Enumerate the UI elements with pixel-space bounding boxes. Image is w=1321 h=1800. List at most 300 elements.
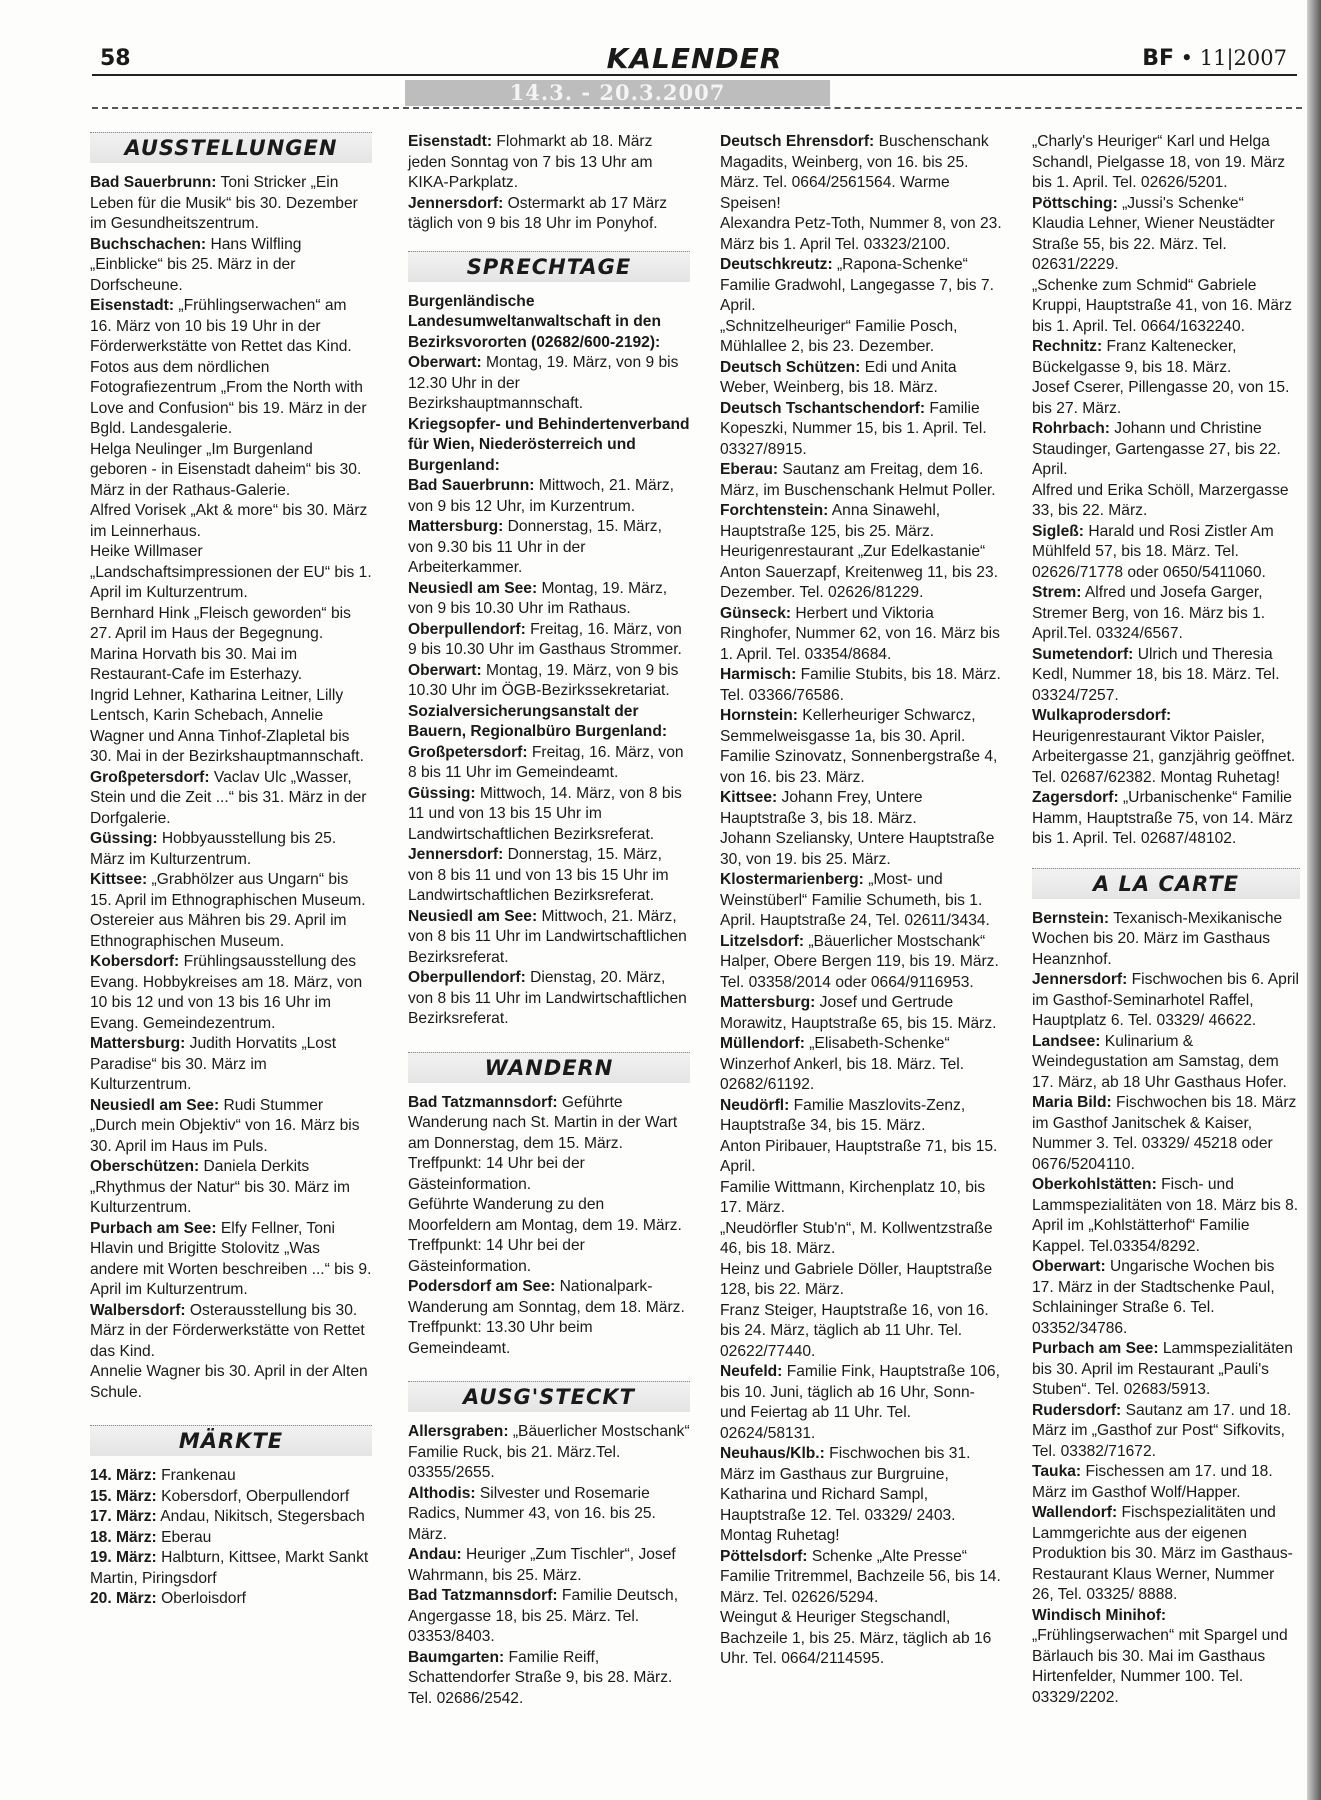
- entry-place: Kobersdorf:: [90, 953, 180, 970]
- calendar-entry: [720, 358, 1002, 399]
- calendar-entry: [720, 706, 1002, 747]
- entry-text: „Grabhölzer aus Ungarn“ bis 15. April im Ethnographischen Museum.: [90, 871, 366, 909]
- entry-place: Neusiedl am See:: [90, 1096, 220, 1114]
- entry-text: Johann Frey, Untere Hauptstraße 3, bis 18. März.: [720, 789, 923, 827]
- calendar-entry: [720, 604, 1002, 666]
- entry-text: „Elisabeth-Schenke“ Winzerhof Ankerl, bis 18. März. Tel. 02682/61192.: [720, 1035, 965, 1093]
- entry-place: 17. März:: [90, 1508, 157, 1525]
- section-heading-wandern: WANDERN: [408, 1052, 690, 1083]
- entry-place: Jennersdorf:: [408, 846, 504, 863]
- calendar-entry: [1032, 706, 1300, 788]
- calendar-entry: [408, 968, 690, 1030]
- entry-place: Jennersdorf:: [408, 194, 504, 212]
- entry-text: Silvester und Rosemarie Radics, Nummer 43, von 16. bis 25. März.: [408, 1484, 656, 1543]
- entry-text: Heuriger „Zum Tischler“, Josef Wahrmann, bis 25. März.: [408, 1546, 676, 1584]
- entry-text: Weingut & Heuriger Stegschandl, Bachzeile 1, bis 25. März, täglich ab 16 Uhr. Tel. 0664/2114595.: [720, 1609, 992, 1667]
- calendar-entry: [90, 235, 372, 297]
- calendar-entry: [408, 784, 690, 846]
- entry-place: Wulkaprodersdorf:: [1032, 707, 1172, 724]
- entry-text: Josef und Gertrude Morawitz, Hauptstraße 65, bis 15. März.: [720, 994, 997, 1032]
- entry-text: „Jussi's Schenke“ Klaudia Lehner, Wiener Neustädter Straße 55, bis 22. März. Tel. 02631/2229.: [1032, 194, 1275, 273]
- calendar-entry: [720, 1301, 1002, 1363]
- entry-text: Kulinarium & Weindegustation am Samstag, dem 17. März, ab 18 Uhr Gasthaus Hofer.: [1032, 1032, 1287, 1091]
- calendar-entry: [90, 501, 372, 542]
- calendar-entry: [90, 542, 372, 604]
- calendar-entry: [1032, 1175, 1300, 1257]
- entry-place: 20. März:: [90, 1590, 157, 1607]
- calendar-entry: [408, 620, 690, 661]
- calendar-entry: [408, 1648, 690, 1710]
- entry-place: Eberau:: [720, 461, 779, 478]
- entry-text: Kobersdorf, Oberpullendorf: [156, 1487, 350, 1505]
- entry-text: Osterausstellung bis 30. März in der Förderwerkstätte von Rettet das Kind.: [90, 1301, 365, 1360]
- entry-place: Bad Tatzmannsdorf:: [408, 1587, 558, 1604]
- entry-place: Oberkohlstätten:: [1032, 1176, 1157, 1193]
- calendar-entry: [720, 1608, 1002, 1670]
- calendar-entry: [90, 1362, 372, 1403]
- entry-place: Klostermarienberg:: [720, 871, 864, 888]
- entry-text: Montag, 19. März, von 9 bis 10.30 Uhr im ÖGB-Bezirkssekretariat.: [408, 661, 679, 699]
- calendar-entry: [90, 296, 372, 358]
- entry-place: Neusiedl am See:: [408, 579, 538, 597]
- calendar-entry: [1032, 1503, 1300, 1606]
- calendar-entry: [1032, 1462, 1300, 1503]
- entry-text: Fischwochen bis 31. März im Gasthaus zur Burgruine, Katharina und Richard Sampl, Hauptstraße 12. Tel. 03329/ 2403. Montag Ruhetag!: [720, 1445, 971, 1544]
- entry-text: Rudi Stummer „Durch mein Objektiv“ von 16. März bis 30. April im Haus im Puls.: [90, 1096, 360, 1155]
- entry-text: Fischspezialitäten und Lammgerichte aus der eigenen Produktion bis 30. März im Gasthaus-Restaurant Klaus Werner, Nummer 26, Tel. 03325/ 8888.: [1032, 1504, 1293, 1603]
- entry-place: Althodis:: [408, 1484, 476, 1502]
- entry-text: Heinz und Gabriele Döller, Hauptstraße 128, bis 22. März.: [720, 1260, 993, 1298]
- entry-place: Wallendorf:: [1032, 1504, 1118, 1521]
- calendar-entry: [90, 829, 372, 870]
- page-binding-shadow: [1307, 0, 1321, 1800]
- column-3: [720, 132, 1002, 1670]
- entry-place: Sumetendorf:: [1032, 645, 1134, 663]
- entry-text: Montag, 19. März, von 9 bis 10.30 Uhr im Rathaus.: [408, 579, 668, 617]
- calendar-entry: [720, 132, 1002, 214]
- column-1: [90, 132, 372, 1610]
- calendar-entry: [720, 1137, 1002, 1178]
- entry-text: Alfred Vorisek „Akt & more“ bis 30. März im Leinnerhaus.: [90, 502, 368, 540]
- calendar-entry: [1032, 1093, 1300, 1175]
- entry-text: Judith Horvatits „Lost Paradise“ bis 30. März im Kulturzentrum.: [90, 1035, 337, 1093]
- entry-text: Halbturn, Kittsee, Markt Sankt Martin, Piringsdorf: [90, 1549, 369, 1587]
- entry-text: Anton Piribauer, Hauptstraße 71, bis 15. April.: [720, 1137, 998, 1175]
- entry-text: „Schenke zum Schmid“ Gabriele Kruppi, Hauptstraße 41, von 16. März bis 1. April. Tel. 0664/1632240.: [1032, 276, 1293, 335]
- entry-place: 15. März:: [90, 1487, 157, 1505]
- calendar-entry: [720, 460, 1002, 501]
- entry-place: Mattersburg:: [90, 1035, 186, 1052]
- entry-place: Oberwart:: [408, 661, 482, 679]
- entry-text: „Frühlingserwachen“ mit Spargel und Bärlauch bis 30. Mai im Gasthaus Hirtenfelder, Nummer 100. Tel. 03329/2202.: [1032, 1627, 1288, 1706]
- entry-place: Baumgarten:: [408, 1648, 505, 1666]
- calendar-entry: [720, 870, 1002, 932]
- entry-place: Oberpullendorf:: [408, 969, 526, 986]
- calendar-entry: [90, 952, 372, 1034]
- calendar-entry: [720, 399, 1002, 461]
- calendar-entry: [720, 747, 1002, 788]
- calendar-entry: [408, 1586, 690, 1648]
- entry-place: Oberwart:: [1032, 1258, 1106, 1275]
- calendar-entry: [90, 604, 372, 645]
- section-heading-ausgsteckt: AUSG'STECKT: [408, 1381, 690, 1412]
- calendar-entry: [90, 911, 372, 952]
- calendar-entry: [408, 1484, 690, 1546]
- issue-number: 11|2007: [1199, 46, 1287, 70]
- calendar-entry: [408, 702, 690, 743]
- entry-text: Franz Steiger, Hauptstraße 16, von 16. bis 24. März, täglich ab 11 Uhr. Tel. 02622/77440.: [720, 1301, 989, 1360]
- entry-place: Pöttelsdorf:: [720, 1547, 808, 1565]
- entry-text: Harald und Rosi Zistler Am Mühlfeld 57, bis 18. März. Tel. 02626/71778 oder 0650/5411060.: [1032, 522, 1274, 581]
- calendar-entry: [1032, 1339, 1300, 1401]
- calendar-entry: [1032, 132, 1300, 194]
- calendar-entry: [90, 1487, 372, 1508]
- calendar-entry: [90, 440, 372, 502]
- calendar-entry: [90, 1507, 372, 1528]
- entry-place: Jennersdorf:: [1032, 971, 1128, 988]
- entry-text: Ostereier aus Mähren bis 29. April im Ethnographischen Museum.: [90, 912, 347, 950]
- calendar-entry: [90, 358, 372, 440]
- section-heading-maerkte: MÄRKTE: [90, 1425, 372, 1456]
- calendar-entry: [408, 661, 690, 702]
- entry-text: Sautanz am 17. und 18. März im „Gasthof zur Post“ Sifkovits, Tel. 03382/71672.: [1032, 1401, 1292, 1460]
- calendar-entry: [90, 1301, 372, 1363]
- calendar-entry: [408, 1545, 690, 1586]
- calendar-entry: [408, 1422, 690, 1484]
- entry-place: Maria Bild:: [1032, 1094, 1112, 1111]
- entry-text: „Urbanischenke“ Familie Hamm, Hauptstraße 75, von 14. März bis 1. April. Tel. 02687/48102.: [1032, 789, 1293, 847]
- entry-text: Ingrid Lehner, Katharina Leitner, Lilly Lentsch, Karin Schebach, Annelie Wagner und Anna Tinhof-Zlapletal bis 30. Mai in der Bezirkshauptmannschaft.: [90, 686, 364, 765]
- calendar-entry: [408, 517, 690, 579]
- entry-text: Familie Kopeszki, Nummer 15, bis 1. April. Tel. 03327/8915.: [720, 399, 987, 458]
- calendar-entry: [408, 845, 690, 907]
- calendar-entry: [90, 1219, 372, 1301]
- entry-place: Tauka:: [1032, 1463, 1082, 1480]
- entry-text: Edi und Anita Weber, Weinberg, bis 18. März.: [720, 358, 957, 396]
- calendar-entry: [90, 768, 372, 830]
- ausstellungen-list: [90, 173, 372, 1403]
- calendar-entry: [90, 1096, 372, 1158]
- entry-text: Texanisch-Mexikanische Wochen bis 20. März im Gasthaus Heanznhof.: [1032, 909, 1283, 968]
- entry-text: Herbert und Viktoria Ringhofer, Nummer 62, von 16. März bis 1. April. Tel. 03354/8684.: [720, 604, 1000, 663]
- entry-place: Großpetersdorf:: [408, 743, 528, 761]
- entry-text: Familie Wittmann, Kirchenplatz 10, bis 17. März.: [720, 1178, 986, 1216]
- entry-text: Fischwochen bis 6. April im Gasthof-Seminarhotel Raffel, Hauptplatz 6. Tel. 03329/ 46622.: [1032, 971, 1299, 1029]
- entry-text: Johann Szeliansky, Untere Hauptstraße 30, von 19. bis 25. März.: [720, 830, 995, 868]
- entry-place: Neufeld:: [720, 1363, 783, 1380]
- calendar-entry: [720, 788, 1002, 829]
- entry-place: Güssing:: [408, 784, 476, 802]
- entry-place: Deutschkreutz:: [720, 256, 833, 273]
- calendar-entry: [408, 194, 690, 235]
- calendar-entry: [1032, 909, 1300, 971]
- entry-text: Oberloisdorf: [156, 1590, 247, 1607]
- calendar-entry: [1032, 788, 1300, 850]
- entry-text: Buschenschank Magadits, Weinberg, von 16. bis 25. März. Tel. 0664/2561564. Warme Speisen!: [720, 133, 989, 212]
- wandern-list: [408, 1093, 690, 1360]
- ausgsteckt-continued-list-2: [1032, 132, 1300, 850]
- entry-text: „Neudörfler Stub'n“, M. Kollwentzstraße 46, bis 18. März.: [720, 1219, 993, 1257]
- calendar-entry: [408, 743, 690, 784]
- entry-place: Neusiedl am See:: [408, 907, 538, 925]
- entry-text: Ostermarkt ab 17 März täglich von 9 bis 18 Uhr im Ponyhof.: [408, 194, 668, 232]
- entry-text: Hobbyausstellung bis 25. März im Kulturzentrum.: [90, 830, 337, 868]
- ausgsteckt-continued-list: [720, 132, 1002, 1670]
- calendar-entry: [720, 1362, 1002, 1444]
- calendar-entry: [1032, 419, 1300, 481]
- entry-place: Andau:: [408, 1546, 462, 1563]
- calendar-entry: [1032, 276, 1300, 338]
- entry-text: „Bäuerlicher Mostschank“ Familie Ruck, bis 21. März.Tel. 03355/2655.: [408, 1423, 690, 1481]
- entry-text: Johann und Christine Staudinger, Gartengasse 27, bis 22. April.: [1032, 420, 1281, 478]
- entry-place: Bernstein:: [1032, 909, 1110, 927]
- calendar-entry: [1032, 970, 1300, 1032]
- entry-place: Burgenländische Landesumweltanwaltschaft in den Bezirksvororten (02682/600-2192):: [408, 292, 662, 351]
- entry-place: Bad Sauerbrunn:: [408, 477, 535, 494]
- entry-text: Familie Maszlovits-Zenz, Hauptstraße 34, bis 15. März.: [720, 1096, 966, 1134]
- entry-text: Mittwoch, 21. März, von 8 bis 11 Uhr im Landwirtschaftlichen Bezirksreferat.: [408, 907, 687, 966]
- entry-text: Franz Kaltenecker, Bückelgasse 9, bis 18. März.: [1032, 338, 1237, 376]
- maerkte-list: [90, 1466, 372, 1610]
- calendar-entry: [720, 214, 1002, 255]
- calendar-entry: [1032, 645, 1300, 707]
- entry-place: Rechnitz:: [1032, 338, 1103, 355]
- calendar-entry: [408, 415, 690, 477]
- calendar-entry: [1032, 481, 1300, 522]
- entry-text: Eberau: [156, 1528, 212, 1546]
- calendar-entry: [720, 665, 1002, 706]
- entry-place: Purbach am See:: [90, 1219, 217, 1237]
- calendar-entry: [720, 932, 1002, 994]
- entry-text: Mittwoch, 21. März, von 9 bis 12 Uhr, im Kurzentrum.: [408, 477, 675, 515]
- entry-text: Hans Wilfling „Einblicke“ bis 25. März in der Dorfscheune.: [90, 235, 302, 294]
- entry-text: Freitag, 16. März, von 8 bis 11 Uhr im Gemeindeamt.: [408, 743, 684, 781]
- entry-text: Bernhard Hink „Fleisch geworden“ bis 27. April im Haus der Begegnung.: [90, 604, 351, 642]
- entry-place: Müllendorf:: [720, 1035, 805, 1052]
- calendar-entry: [1032, 194, 1300, 276]
- entry-place: Deutsch Schützen:: [720, 358, 861, 376]
- entry-text: Fischwochen bis 18. März im Gasthof Janitschek & Kaiser, Nummer 3. Tel. 03329/ 45218 oder 0676/5204110.: [1032, 1094, 1297, 1173]
- entry-place: Mattersburg:: [408, 518, 504, 535]
- entry-place: Purbach am See:: [1032, 1340, 1159, 1357]
- entry-text: Familie Reiff, Schattendorfer Straße 9, bis 28. März. Tel. 02686/2542.: [408, 1648, 673, 1707]
- calendar-entry: [90, 1157, 372, 1219]
- entry-text: Familie Deutsch, Angergasse 18, bis 25. März. Tel. 03353/8403.: [408, 1587, 679, 1645]
- calendar-entry: [720, 1444, 1002, 1547]
- entry-text: Familie Fink, Hauptstraße 106, bis 10. Juni, täglich ab 16 Uhr, Sonn- und Feiertag ab 11 Uhr. Tel. 02624/58131.: [720, 1363, 1000, 1442]
- entry-text: Alfred und Erika Schöll, Marzergasse 33, bis 22. März.: [1032, 481, 1289, 519]
- entry-place: Günseck:: [720, 604, 792, 622]
- entry-text: Geführte Wanderung zu den Moorfeldern am Montag, dem 19. März. Treffpunkt: 14 Uhr bei der Gästeinformation.: [408, 1196, 682, 1275]
- entry-place: Bad Tatzmannsdorf:: [408, 1093, 558, 1111]
- entry-text: Familie Stubits, bis 18. März. Tel. 03366/76586.: [720, 666, 1001, 704]
- calendar-entry: [1032, 522, 1300, 584]
- ausgsteckt-list: [408, 1422, 690, 1709]
- entry-place: Harmisch:: [720, 666, 797, 683]
- calendar-entry: [720, 1096, 1002, 1137]
- entry-place: Großpetersdorf:: [90, 768, 210, 786]
- entry-place: Zagersdorf:: [1032, 789, 1119, 806]
- calendar-entry: [1032, 1032, 1300, 1094]
- entry-place: Kittsee:: [720, 789, 778, 806]
- entry-text: Toni Stricker „Ein Leben für die Musik“ bis 30. Dezember im Gesundheitszentrum.: [90, 174, 358, 232]
- entry-text: Elfy Fellner, Toni Hlavin und Brigitte Stolovitz „Was andere mit Worten beschreiben ...“ bis 9. April im Kulturzentrum.: [90, 1219, 372, 1298]
- entry-text: Kellerheuriger Schwarcz, Semmelweisgasse 1a, bis 30. April.: [720, 707, 976, 745]
- entry-place: Rohrbach:: [1032, 420, 1110, 437]
- entry-text: Frühlingsausstellung des Evang. Hobbykreises am 18. März, von 10 bis 12 und von 13 bis 16 Uhr im Evang. Gemeindezentrum.: [90, 953, 363, 1032]
- calendar-entry: [408, 1277, 690, 1359]
- entry-text: Sautanz am Freitag, dem 16. März, im Buschenschank Helmut Poller.: [720, 461, 996, 499]
- date-range: 14.3. - 20.3.2007: [405, 80, 830, 106]
- calendar-entry: [720, 993, 1002, 1034]
- calendar-entry: [720, 317, 1002, 358]
- calendar-entry: [90, 173, 372, 235]
- entry-place: Deutsch Tschantschendorf:: [720, 399, 926, 417]
- section-heading-alacarte: A LA CARTE: [1032, 868, 1300, 899]
- entry-text: „Charly's Heuriger“ Karl und Helga Schandl, Pielgasse 18, von 19. März bis 1. April. Tel. 02626/5201.: [1032, 133, 1286, 191]
- section-heading-sprechtage: SPRECHTAGE: [408, 251, 690, 282]
- entry-place: Oberschützen:: [90, 1158, 200, 1175]
- entry-text: Schenke „Alte Presse“ Familie Tritremmel, Bachzeile 56, bis 14. März. Tel. 02626/5294.: [720, 1547, 1001, 1606]
- entry-place: Kittsee:: [90, 871, 148, 888]
- calendar-entry: [408, 1093, 690, 1196]
- entry-text: „Bäuerlicher Mostschank“ Halper, Obere Bergen 119, bis 19. März. Tel. 03358/2014 oder 0664/9116953.: [720, 932, 999, 991]
- calendar-entry: [90, 1548, 372, 1589]
- entry-text: Geführte Wanderung nach St. Martin in der Wart am Donnerstag, dem 15. März. Treffpunkt: 14 Uhr bei der Gästeinformation.: [408, 1093, 678, 1193]
- issue-label: BF • 11|2007: [1142, 46, 1287, 71]
- page-header: [92, 42, 1297, 82]
- entry-text: Fischessen am 17. und 18. März im Gasthof Wolf/Happer.: [1032, 1463, 1273, 1501]
- magazine-name: BF: [1142, 46, 1174, 71]
- calendar-entry: [408, 476, 690, 517]
- entry-text: Daniela Derkits „Rhythmus der Natur“ bis 30. März im Kulturzentrum.: [90, 1158, 350, 1216]
- calendar-entry: [408, 907, 690, 969]
- entry-place: Strem:: [1032, 584, 1082, 601]
- calendar-entry: [408, 1195, 690, 1277]
- calendar-entry: [720, 1034, 1002, 1096]
- calendar-entry: [408, 292, 690, 354]
- entry-text: „Frühlingserwachen“ am 16. März von 10 bis 19 Uhr in der Förderwerkstätte von Rettet das Kind.: [90, 297, 352, 355]
- header-rule: [92, 74, 1297, 76]
- entry-text: Heurigenrestaurant Viktor Paisler, Arbeitergasse 21, ganzjährig geöffnet. Tel. 02687/62382. Montag Ruhetag!: [1032, 727, 1296, 786]
- entry-text: Lammspezialitäten bis 30. April im Restaurant „Pauli's Stuben“. Tel. 02683/5913.: [1032, 1340, 1293, 1398]
- calendar-entry: [1032, 583, 1300, 645]
- sprechtage-list: [408, 292, 690, 1030]
- column-2: [408, 132, 690, 1709]
- entry-text: Nationalpark-Wanderung am Sonntag, dem 18. März. Treffpunkt: 13.30 Uhr beim Gemeindeamt.: [408, 1278, 685, 1357]
- page-title: KALENDER: [606, 42, 783, 75]
- calendar-entry: [720, 501, 1002, 542]
- calendar-entry: [1032, 337, 1300, 378]
- entry-text: Frankenau: [156, 1467, 236, 1484]
- entry-place: Forchtenstein:: [720, 502, 829, 519]
- calendar-entry: [90, 686, 372, 768]
- calendar-entry: [720, 542, 1002, 604]
- entry-text: Familie Szinovatz, Sonnenbergstraße 4, von 16. bis 23. März.: [720, 748, 998, 786]
- calendar-entry: [720, 1547, 1002, 1609]
- entry-place: Bad Sauerbrunn:: [90, 174, 217, 191]
- calendar-entry: [1032, 1401, 1300, 1463]
- entry-place: Litzelsdorf:: [720, 932, 805, 950]
- calendar-entry: [408, 132, 690, 194]
- entry-place: 19. März:: [90, 1549, 157, 1566]
- entry-text: Heike Willmaser „Landschaftsimpressionen der EU“ bis 1. April im Kulturzentrum.: [90, 543, 372, 601]
- section-heading-ausstellungen: AUSSTELLUNGEN: [90, 132, 372, 163]
- calendar-entry: [408, 579, 690, 620]
- entry-place: 18. März:: [90, 1528, 157, 1546]
- entry-place: Mattersburg:: [720, 994, 816, 1011]
- entry-place: 14. März:: [90, 1467, 157, 1484]
- entry-place: Windisch Minihof:: [1032, 1606, 1167, 1624]
- entry-text: Fotos aus dem nördlichen Fotografiezentrum „From the North with Love and Confusion“ bis 19. März in der Bgld. Landesgalerie.: [90, 358, 367, 437]
- calendar-entry: [720, 255, 1002, 317]
- calendar-entry: [90, 645, 372, 686]
- entry-place: Kriegsopfer- und Behindertenverband für Wien, Niederösterreich und Burgenland:: [408, 415, 690, 474]
- entry-text: Anna Sinawehl, Hauptstraße 125, bis 25. März.: [720, 502, 941, 540]
- calendar-entry: [720, 1219, 1002, 1260]
- entry-place: Rudersdorf:: [1032, 1401, 1122, 1419]
- calendar-entry: [90, 1034, 372, 1096]
- entry-text: Flohmarkt ab 18. März jeden Sonntag von 7 bis 13 Uhr am KIKA-Parkplatz.: [408, 133, 653, 191]
- entry-text: Helga Neulinger „Im Burgenland geboren - in Eisenstadt daheim“ bis 30. März in der Rathaus-Galerie.: [90, 440, 362, 499]
- page-number: 58: [100, 46, 131, 71]
- alacarte-list: [1032, 909, 1300, 1709]
- entry-place: Neuhaus/Klb.:: [720, 1445, 825, 1462]
- entry-text: „Most- und Weinstüberl“ Familie Schumeth, bis 1. April. Hauptstraße 24, Tel. 02611/3434.: [720, 871, 990, 929]
- entry-place: Oberpullendorf:: [408, 620, 526, 638]
- entry-text: „Schnitzelheuriger“ Familie Posch, Mühlallee 2, bis 23. Dezember.: [720, 317, 958, 355]
- entry-place: Landsee:: [1032, 1032, 1101, 1050]
- entry-text: Josef Cserer, Pillengasse 20, von 15. bis 27. März.: [1032, 379, 1290, 417]
- entry-place: Neudörfl:: [720, 1096, 790, 1114]
- entry-text: Ungarische Wochen bis 17. März in der Stadtschenke Paul, Schlaininger Straße 6. Tel. 03352/34786.: [1032, 1258, 1275, 1337]
- entry-text: Ulrich und Theresia Kedl, Nummer 18, bis 18. März. Tel. 03324/7257.: [1032, 645, 1280, 704]
- entry-text: Alfred und Josefa Garger, Stremer Berg, von 16. März bis 1. April.Tel. 03324/6567.: [1032, 584, 1266, 642]
- entry-text: Annelie Wagner bis 30. April in der Alten Schule.: [90, 1363, 368, 1401]
- entry-place: Podersdorf am See:: [408, 1278, 556, 1295]
- entry-text: Fisch- und Lammspezialitäten von 18. März bis 8. April im „Kohlstätterhof“ Familie Kappel. Tel.03354/8292.: [1032, 1176, 1299, 1255]
- entry-place: Sozialversicherungsanstalt der Bauern, Regionalbüro Burgenland:: [408, 702, 668, 740]
- calendar-entry: [720, 1260, 1002, 1301]
- entry-place: Oberwart:: [408, 354, 482, 371]
- column-4: [1032, 132, 1300, 1708]
- maerkte-continued-list: [408, 132, 690, 235]
- calendar-entry: [1032, 1257, 1300, 1339]
- entry-place: Eisenstadt:: [408, 133, 493, 150]
- entry-place: Buchschachen:: [90, 235, 207, 253]
- dashed-divider: [92, 107, 1302, 109]
- entry-place: Allersgraben:: [408, 1423, 509, 1440]
- calendar-entry: [1032, 378, 1300, 419]
- calendar-entry: [90, 1466, 372, 1487]
- entry-text: Donnerstag, 15. März, von 8 bis 11 und von 13 bis 15 Uhr im Landwirtschaftlichen Bezirksreferat.: [408, 846, 669, 904]
- entry-text: Marina Horvath bis 30. Mai im Restaurant-Cafe im Esterhazy.: [90, 645, 303, 683]
- entry-place: Hornstein:: [720, 707, 798, 724]
- entry-text: Mittwoch, 14. März, von 8 bis 11 und von 13 bis 15 Uhr im Landwirtschaftlichen Bezirksreferat.: [408, 784, 682, 843]
- entry-place: Walbersdorf:: [90, 1301, 186, 1319]
- calendar-entry: [90, 870, 372, 911]
- entry-text: Freitag, 16. März, von 9 bis 10.30 Uhr im Gasthaus Strommer.: [408, 620, 682, 658]
- calendar-entry: [1032, 1606, 1300, 1709]
- entry-text: Dienstag, 20. März, von 8 bis 11 Uhr im Landwirtschaftlichen Bezirksreferat.: [408, 969, 687, 1027]
- entry-text: Vaclav Ulc „Wasser, Stein und die Zeit ...“ bis 31. März in der Dorfgalerie.: [90, 768, 367, 827]
- entry-text: Alexandra Petz-Toth, Nummer 8, von 23. März bis 1. April Tel. 03323/2100.: [720, 215, 1002, 253]
- calendar-entry: [720, 1178, 1002, 1219]
- entry-place: Sigleß:: [1032, 522, 1084, 540]
- entry-text: Donnerstag, 15. März, von 9.30 bis 11 Uhr in der Arbeiterkammer.: [408, 518, 662, 576]
- entry-place: Eisenstadt:: [90, 297, 175, 314]
- calendar-entry: [720, 829, 1002, 870]
